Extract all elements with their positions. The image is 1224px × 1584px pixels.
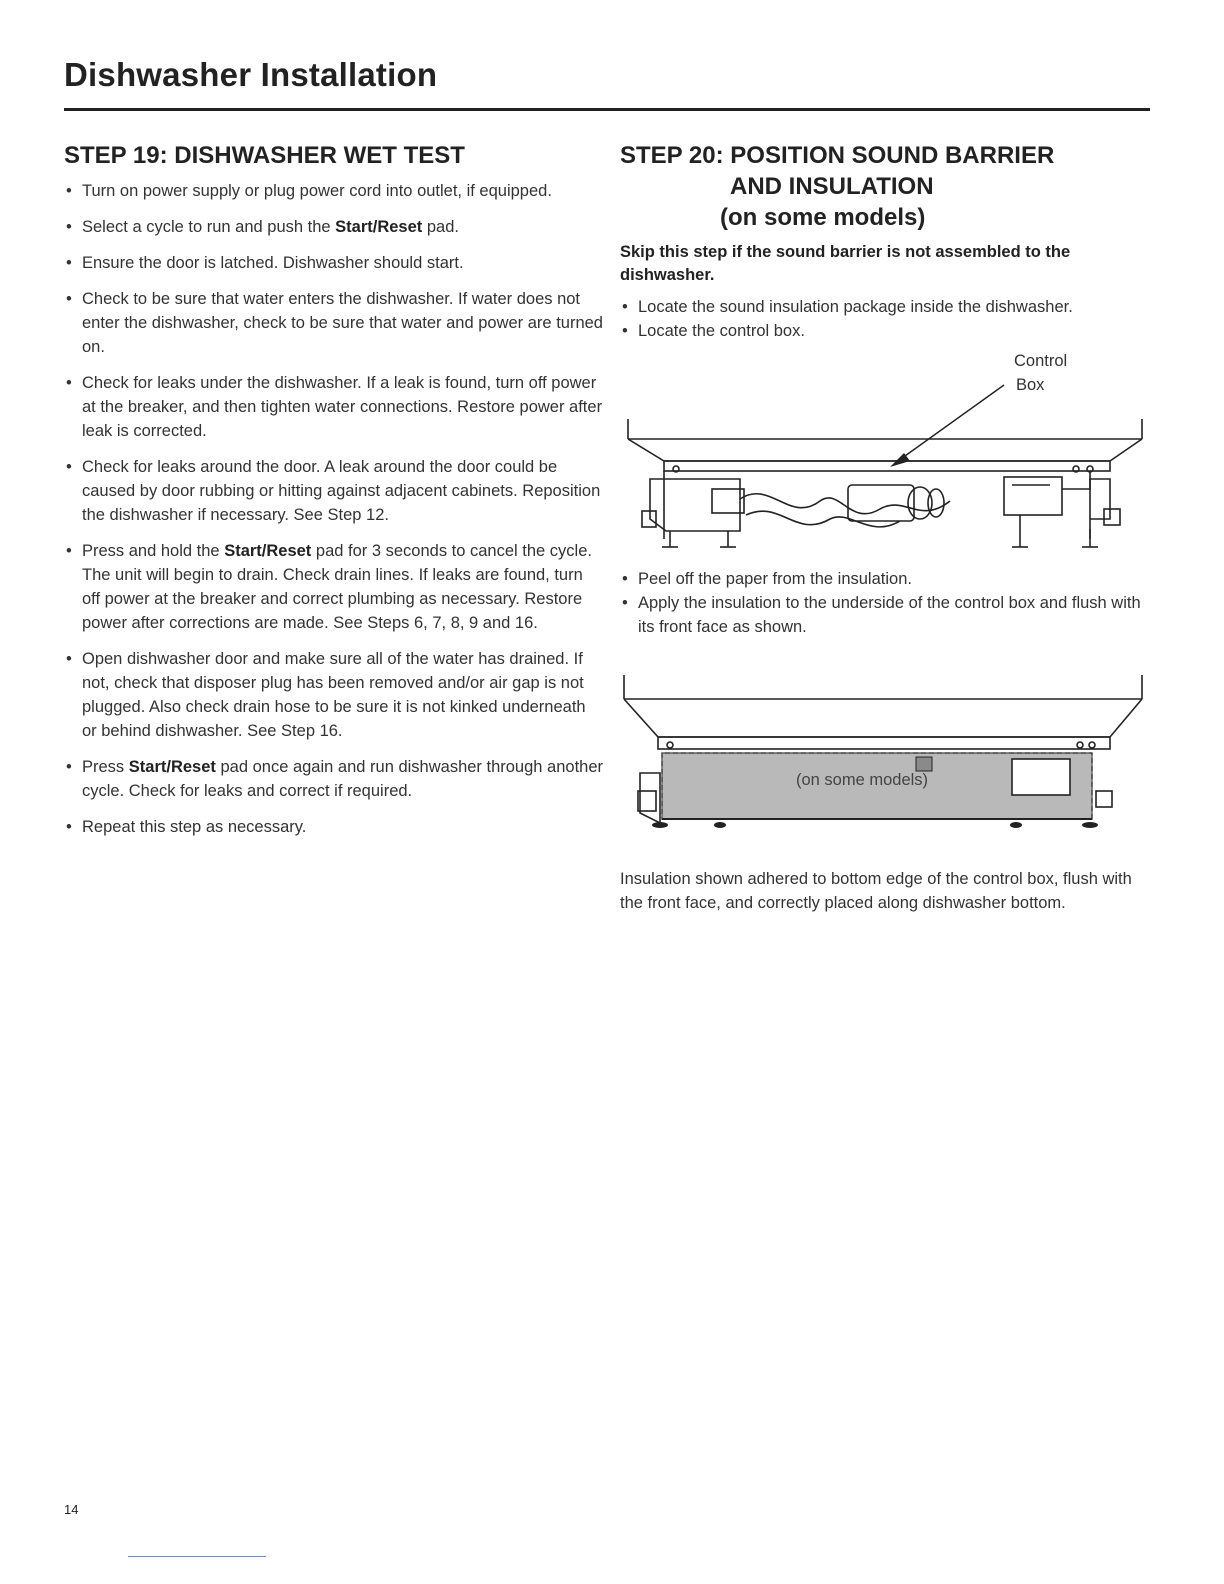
list-item: • Press Start/Reset pad once again and run dishwasher through another cycle. Check for leaks and correct if required. [64,755,604,803]
step-19-section [64,140,604,851]
step-19-list [64,179,604,839]
page-title: Dishwasher Installation [64,56,438,93]
title-divider [64,108,1150,111]
dishwasher-underside-illustration [620,349,1150,549]
list-item: • Repeat this step as necessary. [64,815,604,839]
step-19-heading: STEP 19: DISHWASHER WET TEST [64,142,465,169]
list-item: • Open dishwasher door and make sure all of the water has drained. If not, check that disposer plug has been removed and/or air gap is not plugged. Also check drain hose to be sure it is not kinked underneath or behind dishwasher. See Step 16. [64,647,604,743]
start-reset-pad-label: Start/Reset [128,758,216,776]
list-item: • Press and hold the Start/Reset pad for 3 seconds to cancel the cycle. The unit will begin to drain. Check drain lines. If leaks are found, turn off power at the breaker and correct plumbing as necessary. Restore power after corrections are made. See Steps 6, 7, 8, 9 and 16. [64,539,604,635]
insulation-diagram [620,673,1150,853]
skip-note: Skip this step if the sound barrier is not assembled to the dishwasher. [620,243,1071,284]
list-item: • Check for leaks under the dishwasher. If a leak is found, turn off power at the breaker, and then tighten water connections. Restore power after leak is corrected. [64,371,604,443]
list-item: • Peel off the paper from the insulation. [620,567,1150,591]
control-box-diagram [620,349,1150,549]
list-item: • Check for leaks around the door. A leak around the door could be caused by door rubbing or hitting against adjacent cabinets. Reposition the dishwasher if necessary. See Step 12. [64,455,604,527]
list-item: • Apply the insulation to the underside of the control box and flush with its front face as shown. [620,591,1150,639]
control-box-callout: Control Box [1014,352,1068,394]
list-item: • Ensure the door is latched. Dishwasher should start. [64,251,604,275]
insulation-overlay-label: (on some models) [796,771,929,789]
footer-divider [128,1556,266,1557]
list-item: • Locate the control box. [620,319,1150,343]
list-item: • Select a cycle to run and push the Start/Reset pad. [64,215,604,239]
step-20-section [620,140,1150,915]
insulation-caption: Insulation shown adhered to bottom edge of the control box, flush with the front face, and correctly placed along dishwasher bottom. [620,870,1132,912]
list-item: • Check to be sure that water enters the dishwasher. If water does not enter the dishwasher, check to be sure that water and power are turned on. [64,287,604,359]
list-item: • Turn on power supply or plug power cord into outlet, if equipped. [64,179,604,203]
start-reset-pad-label: Start/Reset [335,218,423,236]
insulation-illustration [620,673,1150,853]
start-reset-pad-label: Start/Reset [224,542,312,560]
step-20-list-a [620,295,1150,343]
step-20-list-b [620,567,1150,639]
step-20-heading: STEP 20: POSITION SOUND BARRIER AND INSULATION (on some models) [620,142,1055,231]
page-number: 14 [64,1502,79,1517]
list-item: • Locate the sound insulation package inside the dishwasher. [620,295,1150,319]
